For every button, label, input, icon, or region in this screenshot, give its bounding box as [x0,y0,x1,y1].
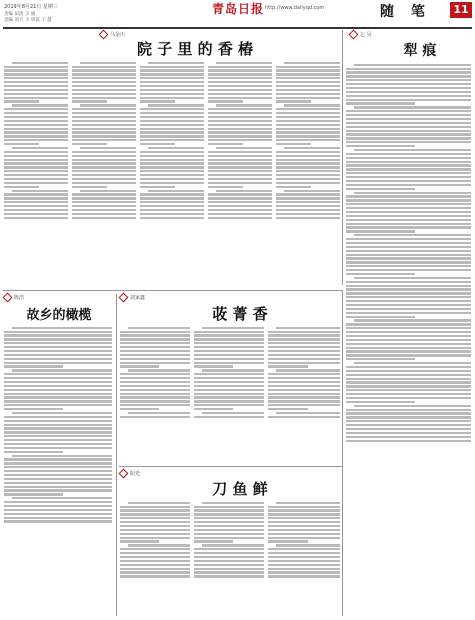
author-name: 马金庆 [110,32,126,38]
author-name: 陈浩 [14,295,25,301]
article-tag-daoyu [120,470,140,477]
column-divider [342,30,343,285]
masthead-rule [3,27,472,29]
section-divider [3,290,342,291]
diamond-icon [3,293,13,303]
diamond-icon [349,30,359,40]
article-title-qiao: 荍 菁 香 [212,305,268,323]
article-title-ganlan: 故乡的橄榄 [26,308,92,323]
author-name: 刘家鑫 [130,295,146,301]
section-divider [119,466,342,467]
article-title-yuanzi: 院 子 里 的 香 椿 [136,40,254,58]
article-body-daoyu-col3 [268,500,340,615]
page-number-badge: 11 [450,2,472,18]
article-body-yuanzi-col1 [4,60,68,290]
article-body-qiao-col1 [120,325,190,463]
newspaper-logo: 青岛日报 [212,2,265,16]
author-name: 乞 吴 [360,32,372,38]
article-body-yuanzi-col2 [72,60,136,290]
article-tag-yuanzi [100,31,125,38]
article-body-yuanzi-col4 [208,60,272,290]
article-body-daoyu-col2 [194,500,264,615]
article-body-ganlan [4,325,112,615]
column-divider [116,294,117,616]
article-body-yuanzi-col3 [140,60,204,290]
article-tag-lixi [350,31,372,38]
editor-credits [4,12,52,24]
column-divider [342,290,343,616]
diamond-icon [119,469,129,479]
article-body-lixi [346,62,471,615]
article-tag-ganlan [4,294,24,301]
editor-line-2: 美编 刘天 王 审读 王 慧 [4,18,52,23]
article-body-qiao-col3 [268,325,340,463]
editor-line-1: 责编 田清 王 旗 [4,12,36,17]
author-name: 阳光 [130,471,141,477]
section-title: 随 笔 [380,4,431,20]
article-tag-qiao [120,294,145,301]
article-body-yuanzi-col5 [276,60,340,290]
article-title-lixi: 犁 痕 [403,43,437,59]
article-title-daoyu: 刀 鱼 鲜 [212,480,268,498]
issue-date: 2019年8月21日 星期三 [4,4,58,10]
diamond-icon [119,293,129,303]
website-url[interactable]: http://www.dailyqd.com [265,5,325,11]
article-body-daoyu-col1 [120,500,190,615]
article-body-qiao-col2 [194,325,264,463]
